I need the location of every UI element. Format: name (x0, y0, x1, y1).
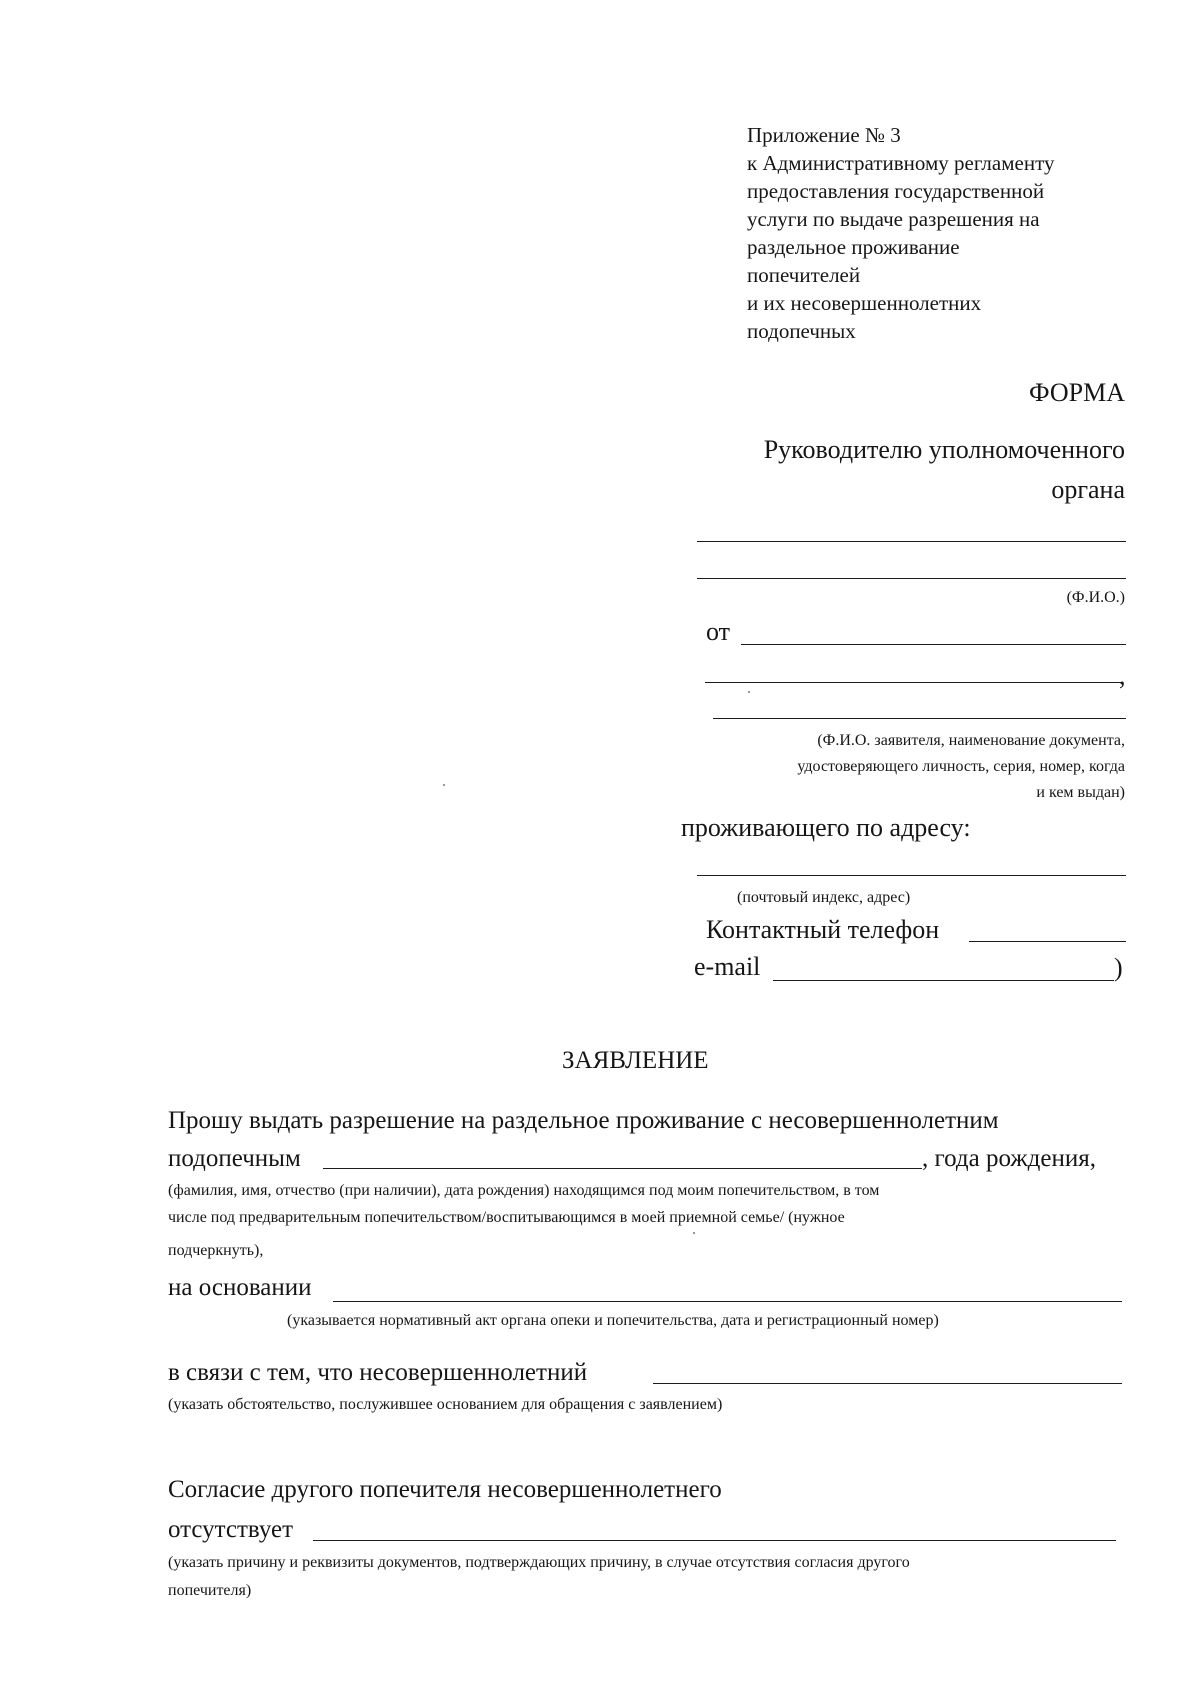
address-line[interactable] (697, 875, 1126, 876)
annex-line-3: предоставления государственной (747, 179, 1045, 203)
annex-line-2: к Административному регламенту (747, 151, 1055, 175)
form-label: ФОРМА (1029, 378, 1125, 407)
phone-field-line[interactable] (969, 941, 1126, 942)
absent-label: отсутствует (168, 1516, 294, 1543)
annex-line-8: подопечных (747, 319, 856, 343)
absent-hint-1: (указать причину и реквизиты документов, подтверждающих причину, в случае отсутствия согласия другого (168, 1554, 910, 1571)
basis-hint: (указывается нормативный акт органа опеки и попечительства, дата и регистрационный номер) (287, 1312, 939, 1329)
birth-year-label: , года рождения, (922, 1145, 1096, 1172)
ward-hint-2: числе под предварительным попечительством/воспитывающимся в моей приемной семье/ (нужное (168, 1209, 845, 1226)
reason-hint: (указать обстоятельство, послужившее основанием для обращения с заявлением) (168, 1396, 723, 1413)
annex-line-1: Приложение № 3 (747, 123, 901, 147)
official-name-line-2[interactable] (697, 578, 1126, 579)
reason-field-line[interactable] (653, 1383, 1122, 1384)
addressee-line-1: Руководителю уполномоченного (763, 435, 1125, 464)
applicant-hint-3: и кем выдан) (1036, 784, 1125, 801)
request-line: Прошу выдать разрешение на раздельное проживание с несовершеннолетним (168, 1107, 999, 1134)
ward-hint-1: (фамилия, имя, отчество (при наличии), дата рождения) находящимся под моим попечительством, в том (168, 1182, 880, 1199)
applicant-name-line-1[interactable] (741, 644, 1126, 645)
fio-hint: (Ф.И.О.) (1066, 589, 1125, 606)
official-name-line-1[interactable] (697, 541, 1126, 542)
addressee-line-2: органа (1051, 475, 1125, 504)
annex-line-5: раздельное проживание (747, 235, 960, 259)
absent-hint-2: попечителя) (168, 1582, 252, 1599)
applicant-hint-1: (Ф.И.О. заявителя, наименование документа, (817, 732, 1125, 749)
address-hint: (почтовый индекс, адрес) (737, 889, 911, 906)
ward-field-line[interactable] (323, 1168, 922, 1169)
from-label: от (706, 617, 731, 646)
applicant-name-line-2[interactable] (705, 682, 1121, 683)
applicant-doc-line[interactable] (713, 718, 1126, 719)
comma-mark: , (1119, 661, 1126, 690)
ward-label: подопечным (168, 1145, 301, 1172)
basis-field-line[interactable] (333, 1301, 1122, 1302)
scan-speck (443, 784, 445, 786)
email-field-line[interactable] (773, 980, 1114, 981)
basis-label: на основании (168, 1274, 312, 1301)
annex-line-7: и их несовершеннолетних (747, 291, 982, 315)
reason-label: в связи с тем, что несовершеннолетний (168, 1359, 588, 1386)
absent-field-line[interactable] (313, 1540, 1116, 1541)
scan-speck (748, 691, 750, 693)
annex-line-4: услуги по выдаче разрешения на (747, 207, 1040, 231)
phone-label: Контактный телефон (706, 915, 940, 944)
consent-line: Согласие другого попечителя несовершеннолетнего (168, 1476, 722, 1503)
email-label: e-mail (694, 952, 761, 981)
statement-title: ЗАЯВЛЕНИЕ (562, 1047, 709, 1074)
applicant-hint-2: удостоверяющего личность, серия, номер, когда (797, 758, 1125, 775)
ward-hint-3: подчеркнуть), (168, 1242, 264, 1259)
email-close-paren: ) (1114, 953, 1123, 982)
scan-speck (693, 1232, 695, 1234)
annex-line-6: попечителей (747, 263, 861, 287)
residing-label: проживающего по адресу: (681, 813, 971, 842)
